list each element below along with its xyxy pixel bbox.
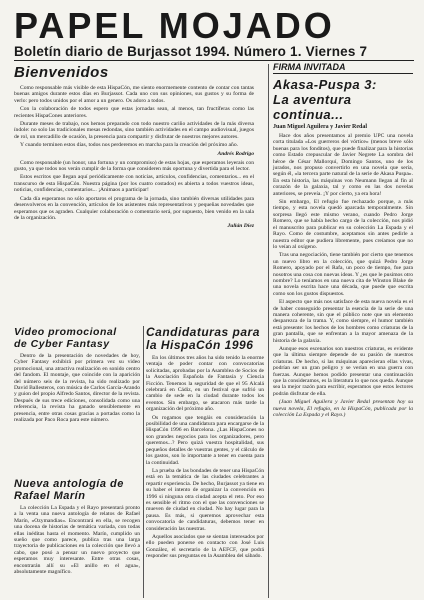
- guest-heading-line3: continua...: [273, 107, 344, 122]
- welcome-heading: Bienvenidos: [14, 64, 109, 81]
- candidates-heading-line2: la HispaCón 1996: [146, 338, 254, 352]
- candidates-paragraph: En los últimos tres años ha sido tenido la enorme ventaja de poder contar con convocatorias solicitadas, aprobadas por la Asamblea de Socios de la Asociación Española de Fantasía y Ciencia Ficción. Tenemos la seguridad de que el 95 Alcalá celebrará en Cádiz, en un festival que sufrió un cambio de sede en la ciudad durante todos los eventos. Sin embargo, se atacaron más tarde la organización del próximo año.: [146, 355, 264, 413]
- guest-heading-line2: La aventura: [273, 92, 352, 107]
- welcome-paragraph: Durante meses de trabajo, nos hemos preparado con todo nuestro cariño actividades de la más diversa índole: no solo las tradicionales mesas redondas, sino también actividades en el campo audiovisual, juegos de rol, un mercadillo de ocasión, la presencia para compartir y disfrutar de nuestros mejores autores.: [14, 121, 254, 140]
- anthology-article: [14, 478, 140, 577]
- welcome-paragraph: Con la colaboración de todos espero que estas jornadas sean, al menos, tan fructíferas como las recientes HispaCones anteriores.: [14, 106, 254, 119]
- welcome-paragraph: Cada día esperamos no sólo aportaros el programa de la jornada, sino también diversas utilidades para desenvolveros en la convención, artículos de los asistentes más representativos y pequeñas novedades que esperamos que os agraden. Cualquier colaboración o comentario será, por supuesto, bien venido en la sala de la organización.: [14, 195, 254, 221]
- welcome-paragraph: Como responsable (un honor, una fortuna y un compromiso) de estas hojas, que esperamos leyerais con gusto, ya que todos nos verán cumplir de la forma que consideren más oportuna y divertida para el lector.: [14, 159, 254, 173]
- candidates-paragraph: La prueba de las bondades de tener una HispaCón está en la temática de las ciudades celebrantes a repartir experiencia. De hecho, Burjassot ya tiene en su haber el intento de organizar la convención en 1996 si ninguna otra ciudad acepta el reto. Por eso es sensible el ritmo con el que las convenciones se mueven de ciudad en ciudad. No hay lugar para la pausa. Es más, si queremos aprovechar esta convocatoria de candidaturas, debemos tener en consideración las nuestras.: [146, 467, 264, 532]
- guest-paragraph: (Juan Miguel Aguilera y Javier Redal presentan hoy su nueva novela, El refugio, en la HispaCón, publicada por la colección La Espada y el Rayo.): [273, 399, 413, 419]
- candidates-paragraph: Aquellos asociados que se sientan interesados por ello pueden ponerse en contacto con José Luis González, el secretario de la AEFCF, que podrá responder sus preguntas en la Asamblea del sábado.: [146, 533, 264, 560]
- anthology-heading-line2: Rafael Marín: [14, 490, 86, 502]
- candidates-paragraph: Os rogamos que tengáis en consideración la posibilidad de una candidatura para encargarse de la HispaCón 1996 en Barcelona. ¿Las HispaCones no son grandes negocios para los organizadores, pero queremos...? Pero quizá vuestra hospitalidad, sus pequeños detalles de vuestras gentes, y el cálculo de los gastos, son lo importante a tener en cuenta para la continuidad.: [146, 414, 264, 466]
- welcome-signature: Andrés Rodrigo: [217, 150, 254, 157]
- video-heading-line2: de Cyber Fantasy: [14, 338, 110, 350]
- guest-label: FIRMA INVITADA: [273, 62, 413, 74]
- welcome-article: [14, 64, 254, 232]
- guest-paragraph: Hace dos años presentamos al premio UPC una novela corta titulada «Los guerreros del vórtice» (menos breve sólo buenas para los fonditos), que puede finalizar para la historias como Estado crepuscular de Javier Negrete La sombra del héroe de César Mallorquí, Domingo Santos, uno de los jurados, nos propuso convertirlo en una novela que sería, según él, «la tercera parte natural de la serie de Akasa Puspa». En esta historia, las máquinas von Neumann llegan al fin al corazón de la galaxia, tal y como en las dos novelas anteriores, se preveía. ¡Y por cierto, ya era hora!: [273, 133, 413, 197]
- guest-paragraph: Aunque esos escenarios son nuestros criaturas, es evidente que la última siempre depende de su pasión de nuestros criaturas. De hecho, si las máquinas aparecieran ellas vivas, podrían ser un gran peligro y se verían en una guerra con fuerzas. Aunque hemos podido presentar una continuación que la consideramos, es la literatura lo que nos queda. Aunque sea la mejor razón para escribir, esperamos que estos lectores podrán disfrutar de ella.: [273, 346, 413, 397]
- welcome-paragraph: Y cuando terminen estos días, todos nos perderemos en marcha para la creación del próximo año.: [20, 142, 239, 149]
- column-divider: [143, 326, 144, 598]
- welcome-paragraph: Como responsable más visible de esta HispaCón, me siento enormemente contento de contar con tantas buenas amigos durante estos días en Burjassot. Cada uno con sus opiniones, sus gustos y su forma de verlo: pero todos unidos por el amor a un genero. Os adoro a todos.: [14, 85, 254, 104]
- masthead-subtitle: Boletín diario de Burjassot 1994. Número 1. Viernes 7: [14, 44, 368, 59]
- guest-paragraph: Tras una negociación, tiene también por cierto que tenemos un nuevo libro en la colección, que quizá Pedro Jorge Romero, apoyado por el Rafa, un poco de tiempo, fue para nosotros una cosa con nuevas ideas. Y ¿es que le pusimos otro nombre? Lo teníamos en una nueva cita de Winston Blake de una novela escrita hace una década, que puede que escrita como son los gustos dispuestos.: [273, 252, 413, 297]
- guest-paragraph: El aspecto que más nos satisface de esta nueva novela es el de haber conseguido presentar la esencia de la serie de una manera coherente, sin que el público note que un elemento desparezca de la trama. Y, como siempre, el humor también está presente: los hechos de los hombres como criaturas de la gran pantalla, que se enfrentan a la mayor amenaza de la historia de la galaxia.: [273, 299, 413, 344]
- video-heading-line1: Video promocional: [14, 326, 117, 338]
- welcome-paragraph: Estos escritos que llegan aquí periódicamente con noticias, artículos, confidencias, comentarios... en el transcurso de esta HispaCón. Nuestra página (por los cuatro costados) es abierta a todos vuestros ideas, noticias, confidencias, comentarios... ¡Animaos a participar!: [14, 174, 254, 194]
- column-divider: [268, 64, 269, 598]
- masthead-rule: [14, 60, 414, 61]
- guest-byline: Juan Miguel Aguilera y Javier Redal: [273, 124, 368, 130]
- candidates-heading-line1: Candidaturas para: [146, 325, 260, 339]
- candidates-article: [146, 326, 264, 562]
- welcome-signature: Julián Díez: [227, 223, 254, 230]
- video-article: [14, 326, 140, 425]
- anthology-paragraph: La colección La Espada y el Rayo presentará pronto a la venta una nueva antología de relatos de Rafael Marín, «Ozymandias». Encontrará en ella, se recogen una docena de historias de temática variada, con todas ellas inéditas hasta el momento. Marín, cumplido un sueño que como parece, publica tras una larga trayectoria de publicaciones en la colección que llevó a cabo, que posó a pensar un nuevo proyecto que esperamos muy interesante. Entre otras cosas, encontrarán allí su «El anillo en el agua», absolutamente magnífico.: [14, 505, 140, 576]
- guest-article: [273, 62, 413, 420]
- guest-heading-line1: Akasa-Puspa 3:: [273, 77, 377, 92]
- masthead-title: PAPEL MOJADO: [14, 5, 335, 46]
- guest-paragraph: Sin embargo, El refugio fue rechazado porque, a más tiempo, y esta novela quedó aparcada temporalmente. Sin sorpresa llegó este mismo verano, cuando Pedro Jorge Romero, que se había hecho cargo de la colección, nos pidió el manuscrito para publicar en su colección La Espada y el Rayo. Como de costumbre, aceptamos sin antes pedirle a nuestra editor que pudiera libremente, pues creíamos que no lo veían al oxígeno.: [273, 199, 413, 250]
- video-paragraph: Dentro de la presentación de novedades de hoy, Cyber Fantasy exhibirá por primera vez su video promocional, una atractiva realización en sonido centro del fandom. El montaje, que coincide con la aparición del número seis de la revista, ha sido realizado por David Ballesteros, con música de Carlos García-Arando y guion del propio Alfredo Santos, director de la revista. Después de sus trece ediciones, consolidada como una referencia, la revista ha ganado sensiblemente en presencia, entre otras cosas gracias a portadas como la realizada por Paco Roca para este número.: [14, 353, 140, 424]
- anthology-heading-line1: Nueva antología de: [14, 478, 124, 490]
